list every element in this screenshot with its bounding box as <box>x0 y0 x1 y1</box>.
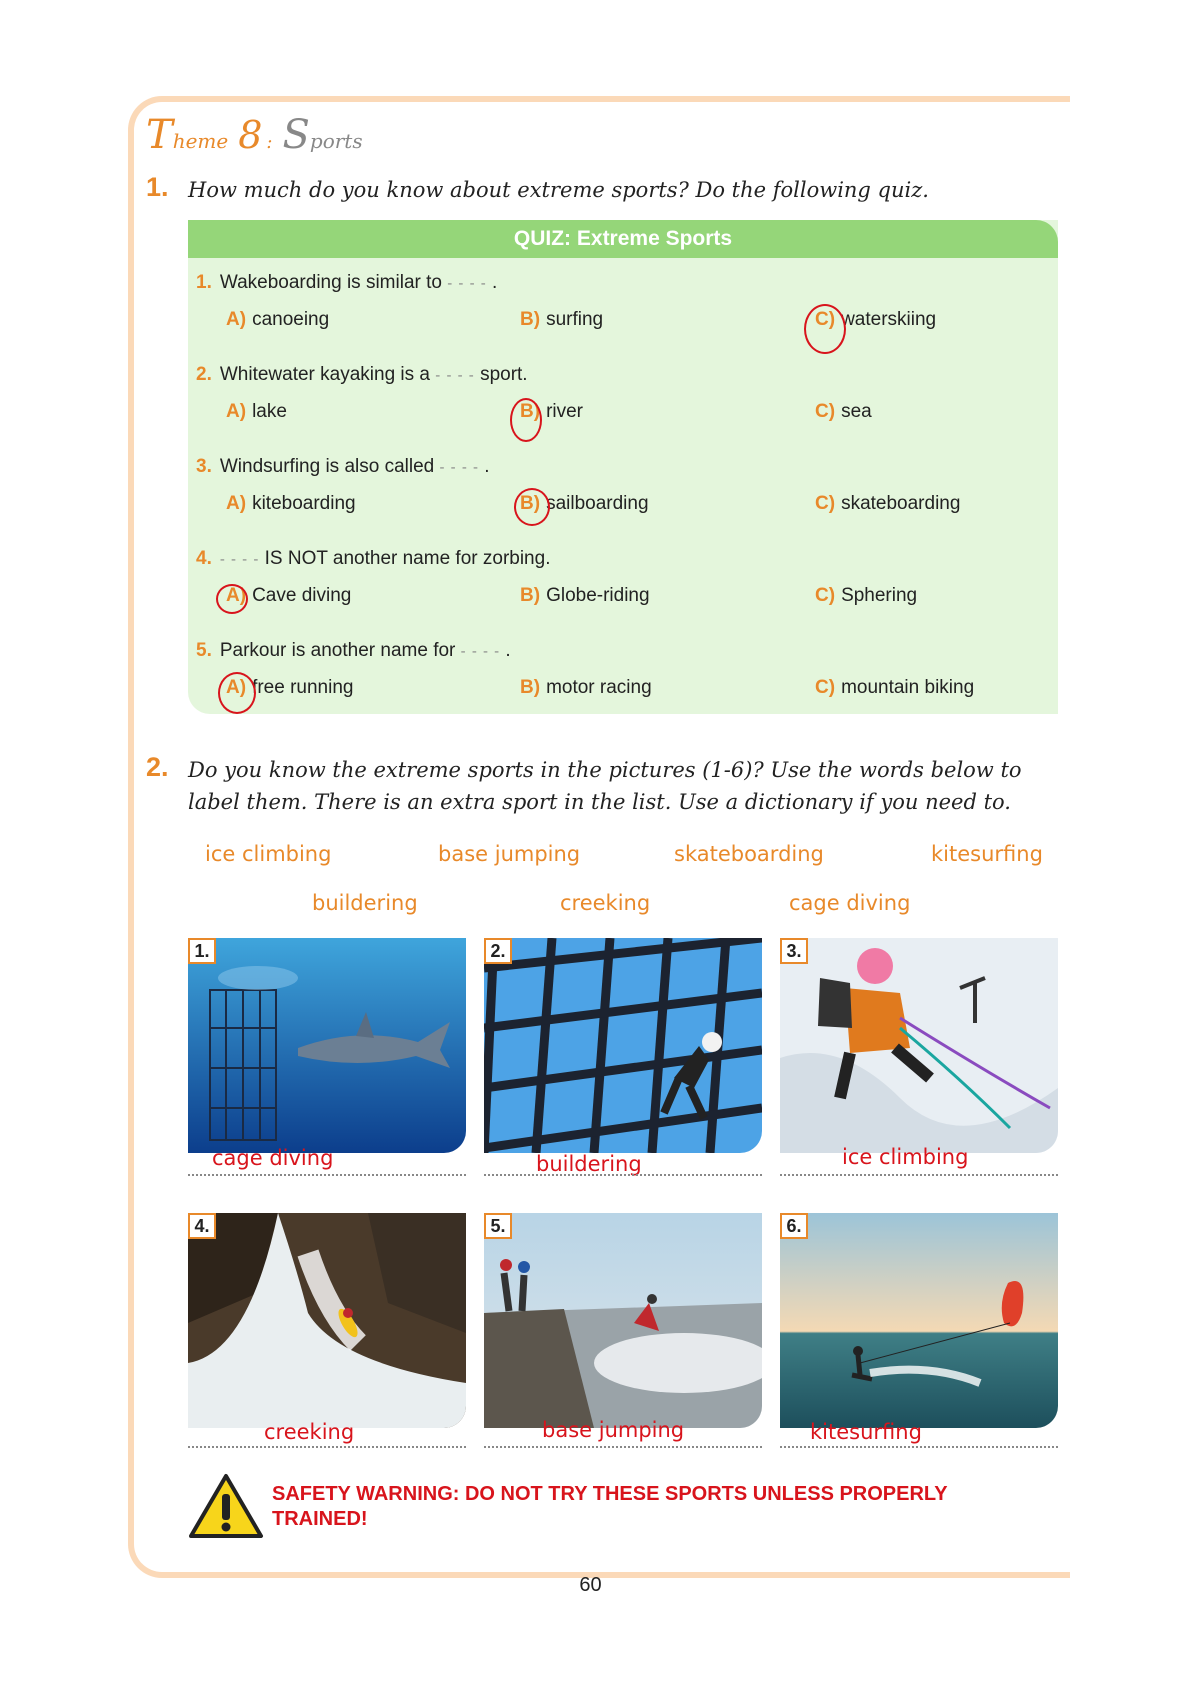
wordbank-item: buildering <box>312 891 418 915</box>
photo-number: 3. <box>780 938 808 964</box>
photo-number: 5. <box>484 1213 512 1239</box>
photo-illustration <box>780 938 1058 1153</box>
option-letter: C) <box>815 309 836 330</box>
exercise-1-instruction: How much do you know about extreme sports? Do the following quiz. <box>188 178 929 202</box>
option-text: mountain biking <box>841 677 975 698</box>
option-text: canoeing <box>252 309 330 330</box>
quiz-4-option-a[interactable] <box>226 585 351 607</box>
question-blank: - - - - <box>447 275 487 292</box>
photo-creeking <box>188 1213 466 1428</box>
exercise-2-instruction-line-2: label them. There is an extra sport in the list. Use a dictionary if you need to. <box>188 790 1011 814</box>
option-text: Cave diving <box>252 585 352 606</box>
quiz-question-1 <box>196 272 497 294</box>
option-letter: C) <box>815 493 836 514</box>
picture-4-answer[interactable]: creeking <box>264 1420 355 1444</box>
photo-cage-diving <box>188 938 466 1153</box>
option-letter: A) <box>226 677 247 698</box>
option-text: sea <box>841 401 872 422</box>
option-letter: A) <box>226 493 247 514</box>
quiz-5-option-a[interactable] <box>226 677 353 699</box>
quiz-question-4 <box>196 548 550 570</box>
photo-illustration <box>188 1213 466 1428</box>
answer-line <box>780 1446 1058 1448</box>
question-text-before: Wakeboarding is similar to <box>219 272 442 293</box>
question-text-after: . <box>505 640 511 661</box>
option-text: river <box>546 401 584 422</box>
wordbank-item: kitesurfing <box>931 842 1043 866</box>
photo-number: 4. <box>188 1213 216 1239</box>
answer-line <box>188 1174 466 1176</box>
question-number: 1. <box>196 272 212 293</box>
theme-title <box>146 112 363 158</box>
quiz-4-option-c[interactable] <box>815 585 917 607</box>
wordbank-item: skateboarding <box>674 842 824 866</box>
question-text-after: . <box>484 456 490 477</box>
quiz-1-option-c[interactable] <box>815 309 936 331</box>
photo-number: 1. <box>188 938 216 964</box>
photo-illustration <box>484 1213 762 1428</box>
warning-triangle-icon <box>188 1472 264 1540</box>
exercise-2-instruction-line-1: Do you know the extreme sports in the pictures (1-6)? Use the words below to <box>188 758 1022 782</box>
quiz-4-option-b[interactable] <box>520 585 650 607</box>
quiz-question-2 <box>196 364 528 386</box>
quiz-2-option-a[interactable] <box>226 401 287 423</box>
option-letter: C) <box>815 401 836 422</box>
option-letter: B) <box>520 585 541 606</box>
picture-3-answer[interactable]: ice climbing <box>842 1145 969 1169</box>
option-letter: B) <box>520 493 541 514</box>
quiz-2-option-c[interactable] <box>815 401 872 423</box>
question-text-after: IS NOT another name for zorbing. <box>264 548 551 569</box>
safety-warning <box>272 1482 1032 1532</box>
option-letter: C) <box>815 677 836 698</box>
question-text-before: Whitewater kayaking is a <box>219 364 431 385</box>
picture-6-answer[interactable]: kitesurfing <box>810 1420 922 1444</box>
question-blank: - - - - <box>460 643 501 660</box>
photo-illustration <box>780 1213 1058 1428</box>
quiz-3-option-c[interactable] <box>815 493 960 515</box>
answer-line <box>188 1446 466 1448</box>
safety-warning-line-2: TRAINED! <box>272 1508 368 1530</box>
photo-base-jumping <box>484 1213 762 1428</box>
option-letter: A) <box>226 401 247 422</box>
option-text: skateboarding <box>841 493 961 514</box>
exercise-2-number: 2. <box>146 752 169 782</box>
question-blank: - - - - <box>435 367 475 384</box>
option-letter: A) <box>226 585 247 606</box>
option-text: surfing <box>546 309 604 330</box>
option-letter: B) <box>520 309 541 330</box>
photo-number: 6. <box>780 1213 808 1239</box>
quiz-3-option-a[interactable] <box>226 493 356 515</box>
photo-number: 2. <box>484 938 512 964</box>
option-text: motor racing <box>546 677 652 698</box>
answer-line <box>484 1446 762 1448</box>
theme-colon: : <box>266 132 273 153</box>
wordbank-item: base jumping <box>438 842 581 866</box>
option-letter: B) <box>520 677 541 698</box>
option-text: free running <box>252 677 354 698</box>
answer-line <box>484 1174 762 1176</box>
question-text-after: sport. <box>480 364 528 385</box>
photo-buildering <box>484 938 762 1153</box>
question-blank: - - - - <box>219 551 260 568</box>
theme-name-S: S <box>282 112 310 158</box>
quiz-2-option-b[interactable] <box>520 401 583 423</box>
quiz-5-option-c[interactable] <box>815 677 974 699</box>
photo-illustration <box>484 938 762 1153</box>
question-text-after: . <box>492 272 498 293</box>
theme-title-T: T <box>146 112 173 158</box>
quiz-1-option-b[interactable] <box>520 309 603 331</box>
photo-kitesurfing <box>780 1213 1058 1428</box>
question-text-before: Parkour is another name for <box>219 640 456 661</box>
wordbank-item: creeking <box>560 891 651 915</box>
page-number: 60 <box>579 1574 602 1596</box>
option-letter: A) <box>226 309 247 330</box>
quiz-title: QUIZ: Extreme Sports <box>188 220 1058 258</box>
option-letter: B) <box>520 401 541 422</box>
theme-name-rest: ports <box>309 129 363 153</box>
picture-5-answer[interactable]: base jumping <box>542 1418 685 1442</box>
theme-title-heme: heme <box>172 129 229 153</box>
quiz-question-5 <box>196 640 511 662</box>
photo-ice-climbing <box>780 938 1058 1153</box>
wordbank-item: cage diving <box>789 891 911 915</box>
wordbank-item: ice climbing <box>205 842 332 866</box>
photo-illustration <box>188 938 466 1153</box>
question-number: 5. <box>196 640 212 661</box>
quiz-question-3 <box>196 456 490 478</box>
question-number: 2. <box>196 364 212 385</box>
answer-line <box>780 1174 1058 1176</box>
option-text: kiteboarding <box>252 493 356 514</box>
picture-2-answer[interactable]: buildering <box>536 1152 642 1176</box>
option-text: sailboarding <box>546 493 649 514</box>
option-letter: C) <box>815 585 836 606</box>
quiz-1-option-a[interactable] <box>226 309 329 331</box>
exercise-1-number: 1. <box>146 172 169 202</box>
question-number: 3. <box>196 456 212 477</box>
question-number: 4. <box>196 548 212 569</box>
question-blank: - - - - <box>439 459 479 476</box>
option-text: lake <box>252 401 287 422</box>
safety-warning-line-1: SAFETY WARNING: DO NOT TRY THESE SPORTS UNLESS PROPERLY <box>272 1483 948 1505</box>
quiz-5-option-b[interactable] <box>520 677 652 699</box>
option-text: waterskiing <box>841 309 937 330</box>
option-text: Globe-riding <box>546 585 650 606</box>
theme-number: 8 <box>238 113 263 157</box>
option-text: Sphering <box>841 585 918 606</box>
quiz-3-option-b[interactable] <box>520 493 649 515</box>
question-text-before: Windsurfing is also called <box>219 456 435 477</box>
picture-1-answer[interactable]: cage diving <box>212 1146 334 1170</box>
